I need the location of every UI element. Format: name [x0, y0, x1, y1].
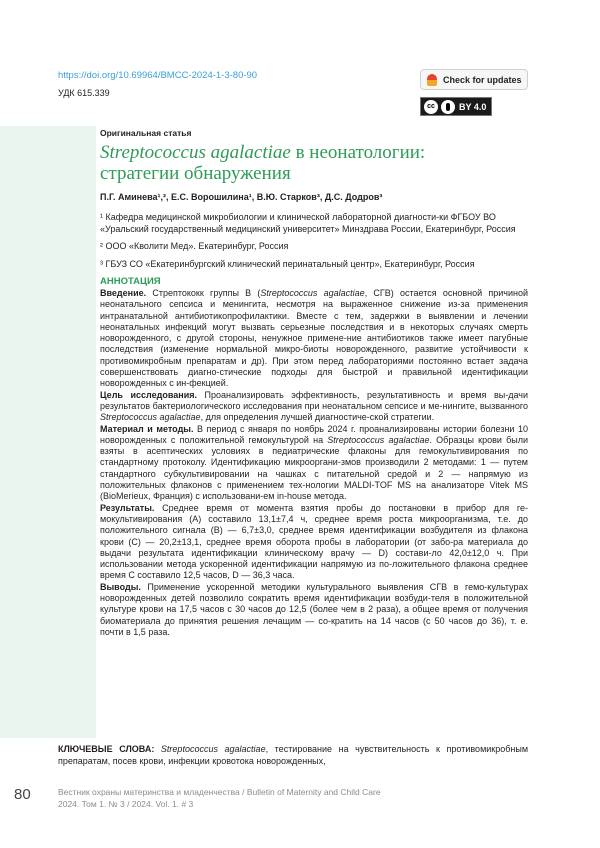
aim-text-a: Проанализировать эффективность, результативность и время вы-дачи результатов бактериологического исследования при неонатальном сепсисе и ме-нингите, вызванного	[100, 389, 528, 411]
aim-label: Цель исследования.	[100, 389, 197, 400]
intro-text-a: Стрептококк группы В (	[146, 288, 261, 298]
udk-code: УДК 615.339	[58, 88, 110, 98]
abstract-results	[100, 503, 528, 582]
authors: П.Г. Аминева¹,², Е.С. Ворошилина¹, В.Ю. Старков³, Д.С. Додров³	[100, 192, 383, 202]
results-label: Результаты.	[100, 502, 155, 513]
methods-species: Streptococcus agalactiae	[327, 434, 430, 445]
abstract-methods	[100, 424, 528, 503]
intro-text-b: , СГВ) остается основной причиной неонатального сепсиса и менингита, несмотря на выраженное снижение из-за применения интранатальной антибиотикопрофилактики. Вместе с тем, задержки в выявлении и лечении неонатальных инфекций могут вызвать серьезные последствия и в некоторых случаях смерть новорожденного, с другой стороны, ненужное примене-ние антибиотиков также имеет пагубные последствия (изменение нормальной микро-биоты новорожденного, развитие устойчивости к противомикробным препаратам и др). При этом перед лабораториями постоянно встает задача совершенствовать диагно-стические подходы для быстрой и правильной идентификации новорожденных с ин-фекцией.	[100, 288, 528, 389]
bookmark-icon	[427, 74, 437, 86]
license-label: BY 4.0	[459, 101, 487, 112]
methods-label: Материал и методы.	[100, 423, 194, 434]
footer-issue: 2024. Том 1. № 3 / 2024. Vol. 1. # 3	[58, 799, 194, 809]
affiliation-3: ³ ГБУЗ СО «Екатеринбургский клинический перинатальный центр», Екатеринбург, Россия	[100, 258, 475, 269]
abstract-introduction	[100, 288, 528, 390]
abstract-conclusions	[100, 582, 528, 638]
abstract-heading: АННОТАЦИЯ	[100, 276, 161, 287]
article-type: Оригинальная статья	[100, 128, 192, 138]
results-text: Среднее время от момента взятия пробы до постановки в прибор для ге-мокультивирования (А) составило 13,1±7,4 ч, среднее время роста микроорганизма, т.е. до положительного сигнала (В) — 6,7±3,0, среднее время идентификации возбудителя из флакона крови (С) — 20,2±13,1, среднее время оборота пробы в лаборатории (от забо-ра материала до выдачи результата идентификации клиническому врачу — D) состави-ло 42,0±12,0 ч. При использовании метода ускоренной идентификации напрямую из по-ложительного флакона среднее время С составило 12,5 часов, D — 36,3 часа.	[100, 502, 528, 581]
title-species: Streptococcus agalactiae	[100, 142, 291, 163]
intro-label: Введение.	[100, 288, 147, 298]
keywords	[58, 744, 528, 767]
check-updates-badge[interactable]	[420, 69, 528, 90]
affiliation-1: ¹ Кафедра медицинской микробиологии и клинической лабораторной диагности-ки ФГБОУ ВО «Уральский государственный медицинский университет» Минздрава России, Екатеринбург, Россия	[100, 212, 516, 234]
title-line2: стратегии обнаружения	[100, 163, 291, 184]
keywords-species: Streptococcus agalactiae	[154, 744, 266, 754]
journal-footer	[58, 786, 528, 810]
intro-species: Streptococcus agalactiae	[260, 288, 365, 298]
title-line1-rest: в неонатологии:	[290, 142, 426, 163]
keywords-text: , тестирование на чувствительность к противомикробным препаратам, посев крови, инфекции кровотока новорожденных,	[58, 744, 529, 766]
aim-text-b: , для определения лучшей диагностиче-ской стратегии.	[200, 412, 435, 423]
conclusions-text: Применение ускоренной методики культурального выявления СГВ в гемо-культурах новорожденных детей позволило сократить время идентификации возбуди-теля в положительной культуре крови на 17,5 часов с 30 часов до 12,5 (более чем в 2 раза), а общее время от получения биоматериала до принятия решения лечащим — со-кратить на 14 часов (с 50 часов до 36), т. е. почти в 1,5 раза.	[100, 581, 528, 637]
footer-journal-name: Вестник охраны материнства и младенчества / Bulletin of Maternity and Child Care	[58, 787, 381, 797]
sidebar-accent	[0, 126, 96, 738]
cc-icon: cc	[424, 100, 438, 114]
abstract-aim	[100, 390, 528, 424]
affiliation-2: ² ООО «Кволити Мед». Екатеринбург, Россия	[100, 241, 289, 251]
methods-text-b: . Образцы крови были взяты в асептических условиях в педиатрические флаконы для гемокультивирования по стандартному протоколу. Идентификацию микрооргани-змов производили 2 методами: 1 — путем стандартного субкультивировании на чашках с питательной средой и 2 — напрямую из положительных флаконов с применением тех-нологии MALDI-TOF MS на анализаторе Vitek MS (BioMerieux, Франция) с использовани-ем in-house метода.	[100, 434, 528, 502]
article-title	[100, 142, 528, 184]
page-number: 80	[14, 786, 31, 803]
doi-link[interactable]: https://doi.org/10.69964/BMCC-2024-1-3-80-90	[58, 70, 258, 81]
article-header	[100, 128, 528, 638]
conclusions-label: Выводы.	[100, 581, 141, 592]
check-updates-label: Check for updates	[443, 74, 522, 85]
aim-species: Streptococcus agalactiae	[100, 412, 201, 423]
keywords-label: КЛЮЧЕВЫЕ СЛОВА:	[58, 744, 155, 754]
license-badge[interactable]	[420, 97, 492, 116]
methods-text-a: В период с января по ноябрь 2024 г. проанализированы истории болезни 10 новорожденных с положительной гемокультурой на	[100, 423, 528, 445]
attribution-icon	[441, 100, 455, 114]
